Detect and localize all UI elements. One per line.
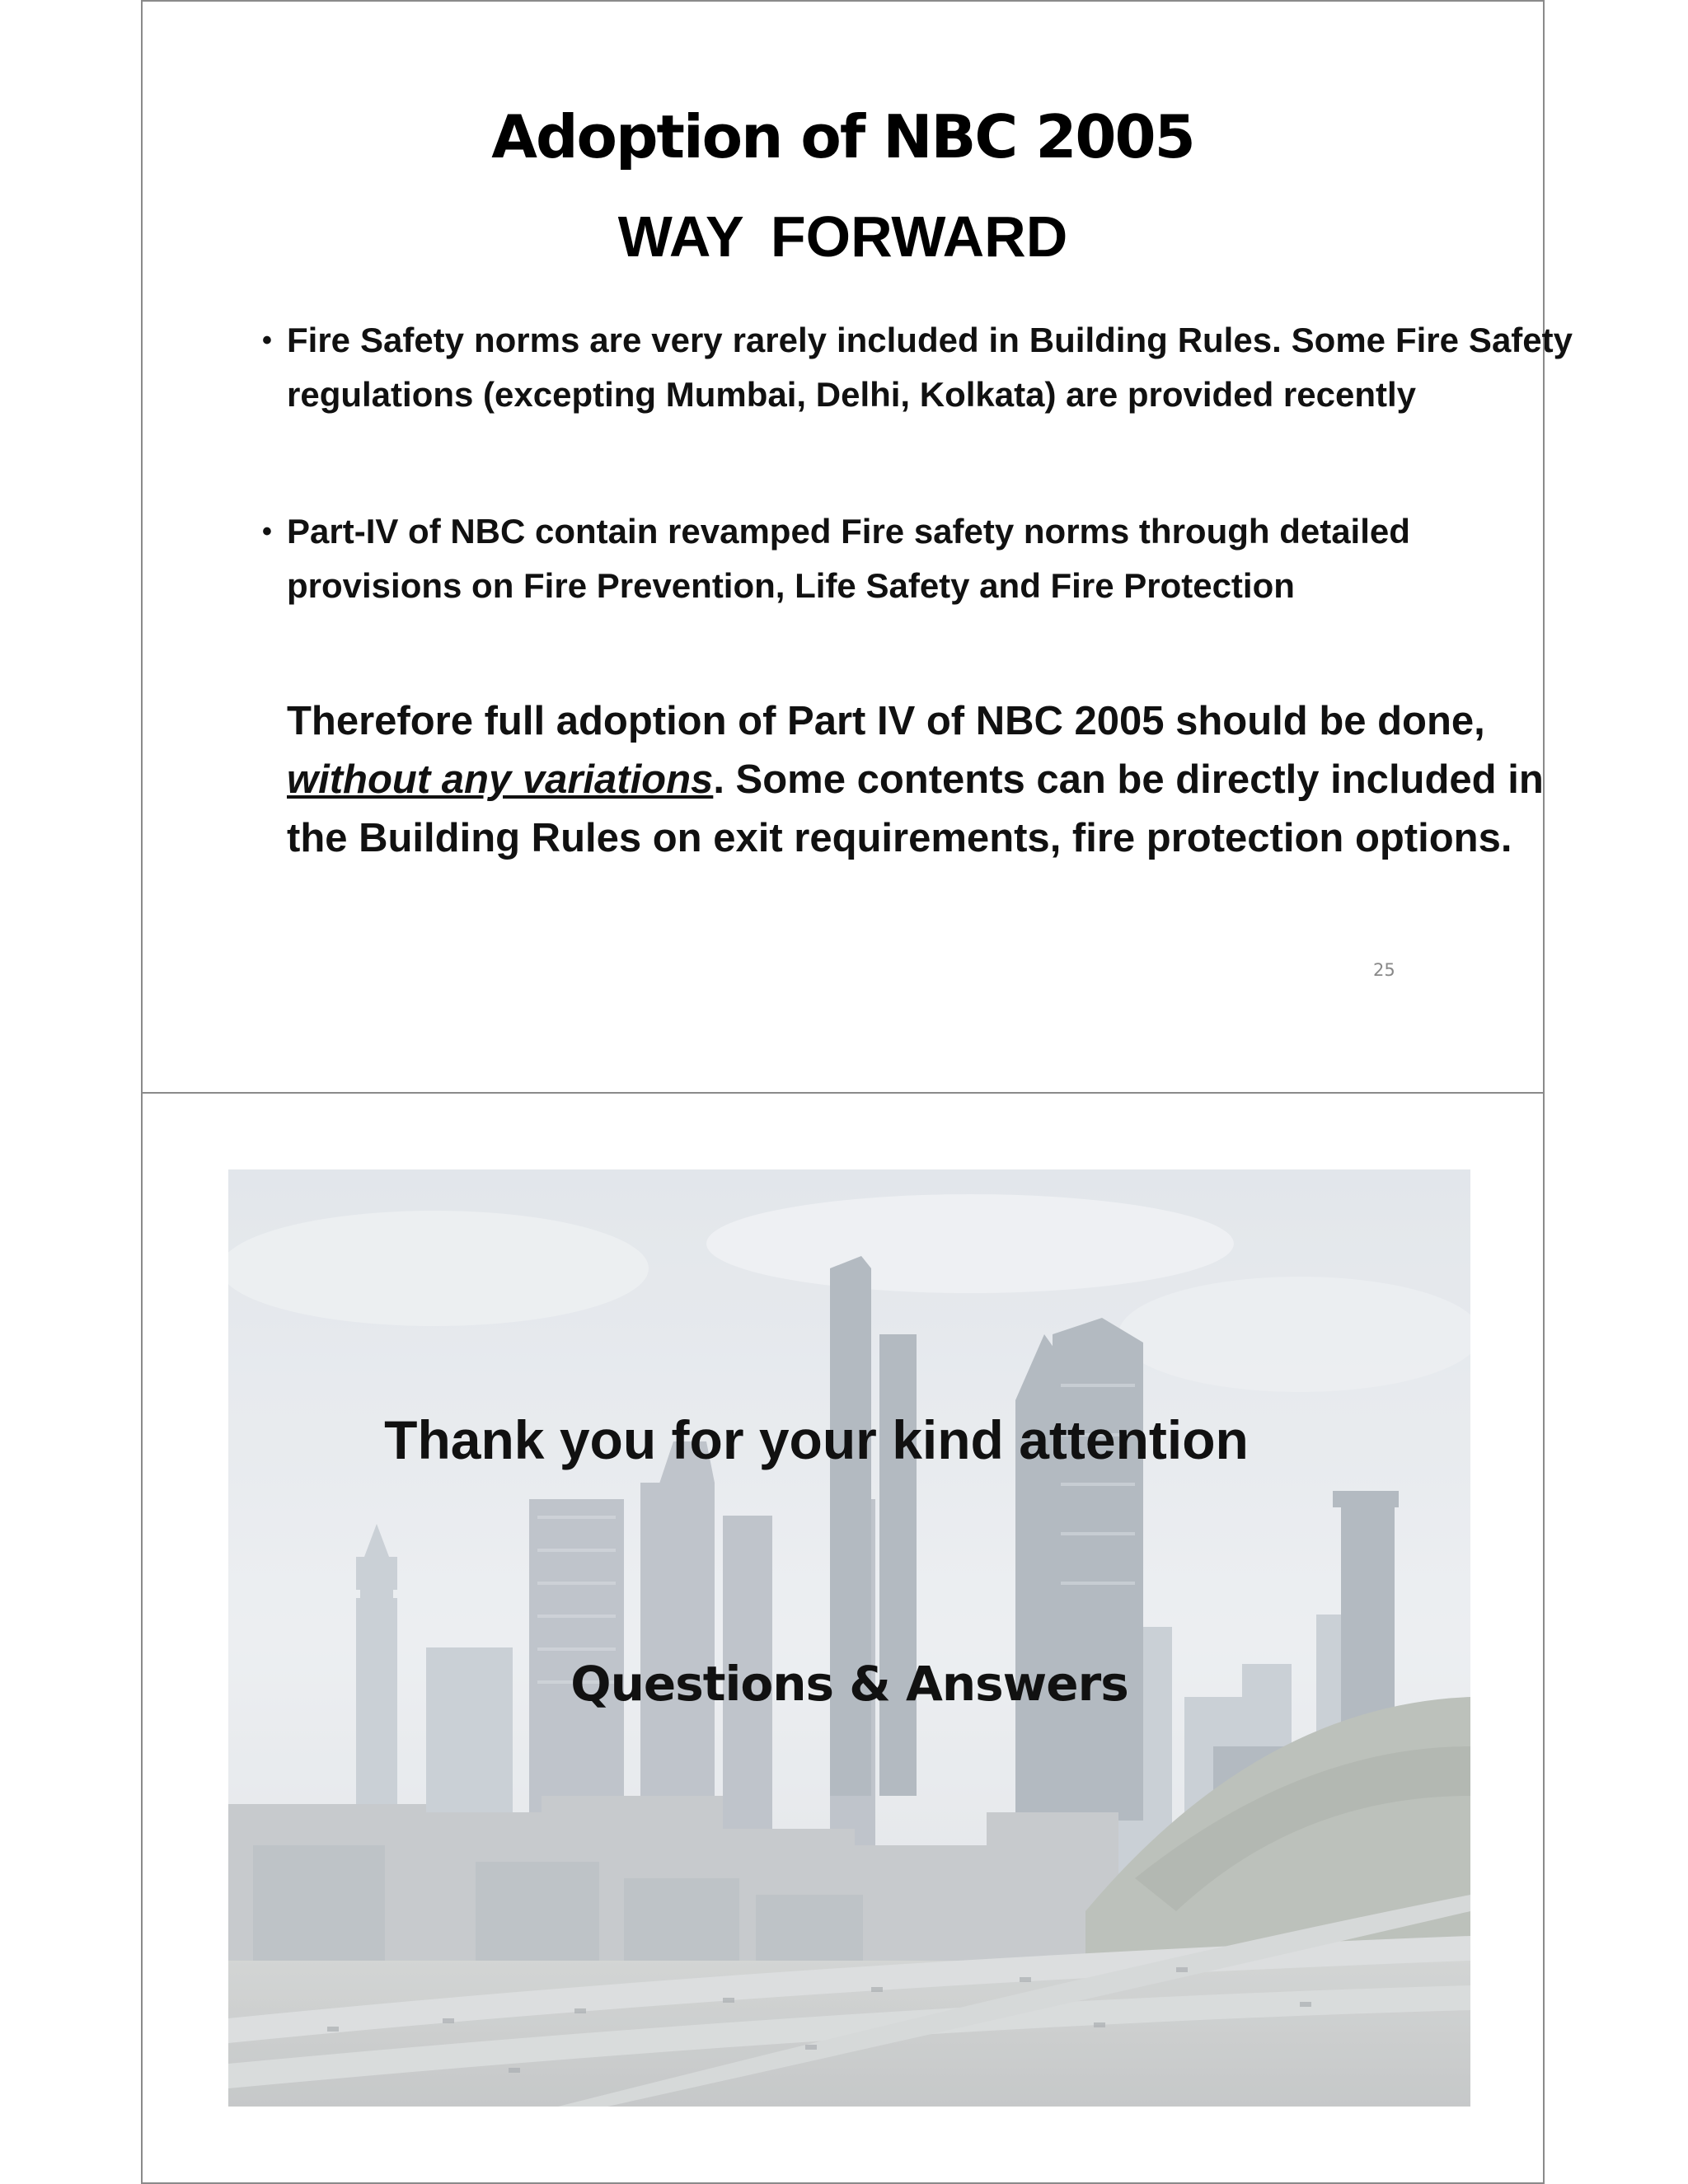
skyline-illustration: [228, 1169, 1470, 2107]
slide-way-forward: [141, 0, 1573, 1094]
bullet-dot: •: [262, 516, 272, 547]
slide-thank-you: [141, 1092, 1545, 2184]
questions-answers-heading: Questions & Answers: [570, 1656, 1128, 1712]
bullet-text: Fire Safety norms are very rarely included in Building Rules. Some Fire Safety regulations (excepting Mumbai, Delhi, Kolkata) are provided recently: [287, 321, 1573, 414]
conclusion-paragraph: [287, 692, 1573, 868]
city-skyline-photo: [228, 1169, 1470, 2107]
paragraph-text-before: Therefore full adoption of Part IV of NBC 2005 should be done,: [287, 699, 1485, 743]
slide-title: Adoption of NBC 2005: [491, 102, 1194, 171]
paragraph-text-after: . Some contents can be directly included in the Building Rules on exit requirements, fire protection options.: [287, 757, 1544, 860]
bullet-text: Part-IV of NBC contain revamped Fire safety norms through detailed provisions on Fire Prevention, Life Safety and Fire Protection: [287, 512, 1410, 605]
bullet-dot: •: [262, 325, 272, 356]
page-number: 25: [1373, 960, 1395, 980]
thank-you-message: Thank you for your kind attention: [384, 1409, 1249, 1470]
bullet-item: [262, 504, 1573, 613]
bullet-item: [262, 313, 1573, 422]
paragraph-emphasis: without any variations: [287, 757, 714, 802]
slide-subtitle: WAY FORWARD: [617, 204, 1068, 269]
